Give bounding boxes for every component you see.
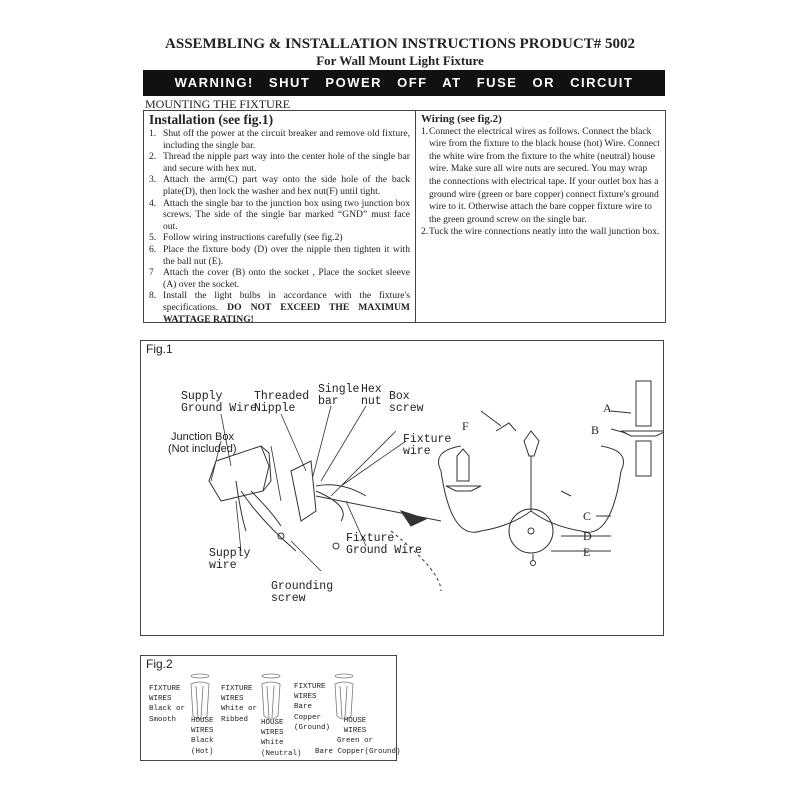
step-text: Thread the nipple part way into the center hole of the single bar and secure with hex nut.: [163, 151, 410, 174]
fixture-wires-white: FIXTURE WIRES White or Ribbed: [221, 685, 258, 724]
step-number: 8.: [149, 290, 157, 302]
figure-label: Fig.1: [146, 342, 173, 356]
step-number: 2.: [421, 226, 429, 238]
step-number: 5.: [149, 232, 157, 244]
label-threaded-nipple: Threaded Nipple: [254, 390, 310, 415]
label-hex-nut: Hex nut: [361, 383, 382, 408]
step-number: 1.: [421, 125, 429, 137]
installation-step: [149, 267, 410, 290]
wiring-step: [421, 226, 661, 239]
warning-banner: WARNING! SHUT POWER OFF AT FUSE OR CIRCUIT BREAKER .: [143, 70, 665, 96]
installation-heading: Installation (see fig.1): [149, 112, 274, 127]
figure-2: [140, 655, 401, 761]
installation-step: [149, 232, 410, 244]
installation-step: [149, 244, 410, 267]
step-text: Tuck the wire connections neatly into the wall junction box.: [429, 226, 660, 238]
step-text: Follow wiring instructions carefully (see fig.2): [163, 232, 343, 244]
wiring-step: [421, 126, 661, 227]
step-text: Place the fixture body (D) over the nipple then tighten it with the ball nut (E).: [163, 243, 410, 267]
part-label-c: C: [583, 509, 592, 523]
installation-step: [149, 290, 410, 325]
step-text: Attach the arm(C) part way onto the side hole of the back plate(D), then lock the washer and hex nut(F) until tight.: [163, 174, 410, 197]
part-label-b: B: [591, 423, 600, 437]
section-heading: MOUNTING THE FIXTURE: [145, 97, 291, 111]
label-fixture-wire: Fixture wire: [403, 433, 452, 458]
step-text: Install the light bulbs in accordance with the fixture's specifications. DO NOT EXCEED THE MAXIMUM WATTAGE RATING!: [163, 290, 410, 325]
label-single-bar: Single bar: [318, 383, 360, 408]
fixture-wires-black: FIXTURE WIRES Black or Smooth: [149, 685, 186, 724]
wiring-heading: Wiring (see fig.2): [421, 113, 502, 125]
step-number: 1.: [149, 128, 157, 139]
warning-text: DO NOT EXCEED THE MAXIMUM WATTAGE RATING!: [163, 301, 410, 325]
step-number: 4.: [149, 197, 157, 209]
label-supply-wire: Supply wire: [209, 547, 251, 572]
installation-step: [149, 198, 410, 233]
label-supply-ground-wire: Supply Ground Wire: [181, 390, 257, 415]
figure-1: [140, 340, 664, 636]
instructions-box: [143, 110, 666, 323]
label-fixture-ground-wire: Fixture Ground Wire: [346, 532, 422, 557]
step-number: 6.: [149, 243, 157, 255]
house-wires-ground: HOUSE WIRES Green or Bare Copper(Ground): [315, 717, 401, 756]
label-grounding-screw: Grounding screw: [271, 580, 334, 605]
step-text: Attach the single bar to the junction box using two junction box screws. The side of the single bar marked “GND” must face out.: [163, 197, 410, 232]
step-text: Connect the electrical wires as follows. Connect the black wire from the fixture to the black house (hot) Wire. Connect the white wire from the fixture to the white (neutral) house wire. Make sure all wire nuts are secured. You may wrap the connections with electrical tape. If your outlet box has a ground wire (green or bare copper) connect fixture's ground wire to it. Otherwise attach the bare copper fixture wire to the green ground screw on the single bar.: [429, 125, 660, 225]
document-title: ASSEMBLING & INSTALLATION INSTRUCTIONS PRODUCT# 5002: [165, 36, 635, 52]
part-label-a: A: [603, 401, 612, 415]
part-label-e: E: [583, 545, 591, 559]
installation-column: [144, 111, 416, 325]
label-junction-box: Junction Box: [171, 431, 234, 443]
document-subtitle: For Wall Mount Light Fixture: [316, 53, 484, 68]
figure-label: Fig.2: [146, 657, 173, 671]
label-not-included: (Not included): [168, 443, 237, 455]
wiring-column: [417, 111, 665, 241]
wall-light-fixture-drawing: [439, 381, 664, 566]
step-number: 3.: [149, 174, 157, 186]
installation-steps: [149, 128, 410, 325]
installation-step: [149, 174, 410, 197]
step-number: 7: [149, 267, 154, 279]
installation-step: [149, 128, 410, 151]
fixture-wires-copper: FIXTURE WIRES Bare Copper (Ground): [294, 683, 331, 732]
part-label-d: D: [583, 529, 592, 543]
step-number: 2.: [149, 151, 157, 163]
fixture-diagram: [141, 341, 663, 635]
step-text: Shut off the power at the circuit breaker and remove old fixture, including the single bar.: [163, 128, 410, 151]
house-wires-white: HOUSE WIRES White (Neutral): [261, 719, 302, 758]
label-box-screw: Box screw: [389, 390, 424, 415]
step-text: Attach the cover (B) onto the socket , Place the socket sleeve (A) over the socket.: [163, 267, 410, 290]
installation-step: [149, 151, 410, 174]
part-label-f: F: [462, 419, 469, 433]
house-wires-black: HOUSE WIRES Black (Hot): [191, 717, 214, 756]
